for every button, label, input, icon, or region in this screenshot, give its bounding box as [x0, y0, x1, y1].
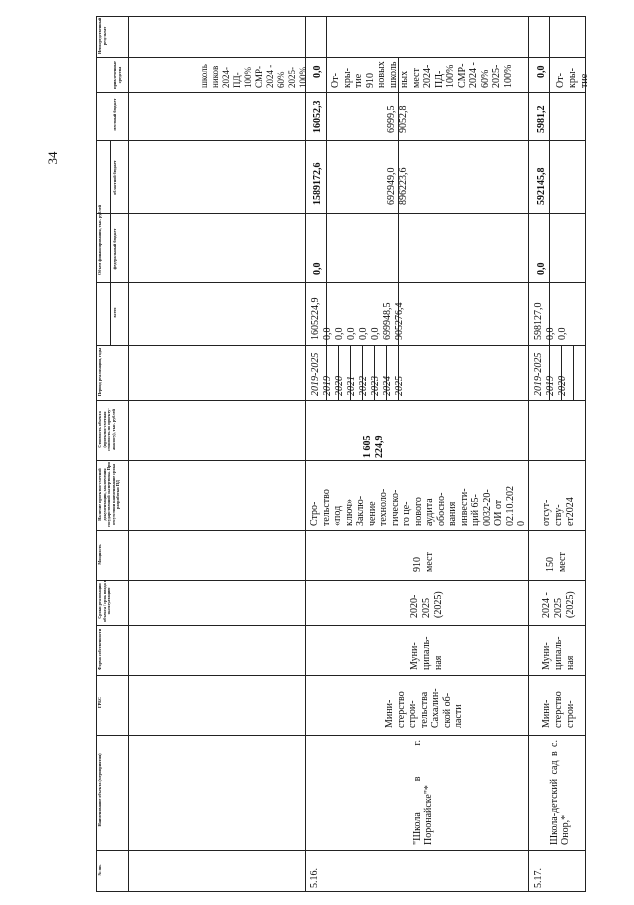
pd-line-5-16-5: чение — [366, 501, 378, 526]
deadline-line-5-16-2: (2025) — [433, 591, 444, 618]
result-line-5-15-0: школь — [199, 64, 209, 88]
result-line-5-15-8: 2025- — [287, 67, 297, 88]
capacity-line-5-16-1: мест — [424, 552, 435, 572]
result-line-5-15-6: 2024 - — [265, 64, 275, 88]
deadline-line-5-16-1: 2025 — [421, 598, 432, 618]
divider-grbs — [96, 735, 586, 736]
object-name-5-17: Школа-детский сад в с. Онор,* — [549, 740, 571, 845]
total-5-16-3: 0,0 — [346, 327, 357, 340]
pd-line-5-16-8: го це- — [401, 501, 412, 526]
result-line-5-16-6: ных — [399, 70, 410, 88]
pd-line-5-16-11: обосно- — [435, 492, 447, 526]
financing-table — [96, 16, 586, 892]
object-name-5-16: "Школа в г. Поронайске"* — [412, 740, 434, 845]
page-number: 34 — [45, 151, 60, 165]
local-total-5-17: 5981,2 — [536, 105, 547, 133]
ownership-line-5-16-2: ная — [433, 655, 444, 670]
header-local: местный бюджет — [112, 98, 117, 131]
local-value-5-16-2: 9052,8 — [398, 105, 409, 133]
grbs-line-5-16-0: Мини- — [384, 699, 395, 728]
pd-line-5-17-1: ству- — [553, 504, 564, 526]
regional-value-5-16-0: 1589172,6 — [312, 162, 323, 205]
header-capacity: Мощность — [97, 544, 102, 565]
pd-line-5-16-13: инвести- — [458, 488, 470, 526]
pd-line-5-16-10: аудита — [424, 498, 435, 526]
pd-line-5-16-18: 0 — [516, 521, 527, 526]
result-line-5-15-4: 100% — [243, 67, 253, 88]
total-5-16-1: 0,0 — [322, 327, 333, 340]
grbs-line-5-17-2: строи- — [565, 700, 576, 728]
period-5-16-4: 2022 — [358, 376, 369, 396]
divider-capacity — [96, 580, 586, 581]
grbs-line-5-17-1: стерство — [553, 691, 564, 728]
result-line-5-16-3: 910 — [364, 73, 376, 88]
result-line-5-16-12: 2024 - — [468, 62, 479, 88]
funding-subheader-edge — [110, 140, 111, 345]
result-line-5-15-3: ПД- — [232, 72, 242, 88]
result-line-5-16-9: ПД- — [433, 70, 445, 88]
total-5-17-2: 0,0 — [557, 327, 568, 340]
pd-line-5-16-7: гическо- — [389, 489, 401, 526]
row-5-17-totals-edge — [549, 16, 550, 400]
pd-line-5-16-15: 0032-20- — [481, 489, 493, 526]
result-line-5-16-2: тие — [353, 73, 364, 88]
cost-line-5-16-1: 224,9 — [374, 435, 385, 458]
period-5-17-0: 2019-2025 — [533, 352, 544, 396]
total-5-17-1: 0,0 — [545, 327, 556, 340]
other-total-5-17: 0,0 — [536, 65, 547, 78]
header-period: Период реализации, годы — [97, 347, 102, 397]
pd-line-5-16-16: ОИ от — [493, 499, 504, 526]
ownership-line-5-17-1: ципаль- — [553, 636, 564, 670]
ownership-line-5-16-0: Муни- — [409, 642, 420, 670]
result-line-5-17-0: От- — [555, 73, 566, 88]
local-value-5-16-1: 6999,5 — [386, 105, 397, 133]
total-5-17-0: 598127,0 — [533, 302, 544, 340]
header-row-edge — [128, 16, 129, 892]
divider-pd — [96, 530, 586, 531]
capacity-line-5-16-0: 910 — [412, 557, 423, 572]
row-num-5-16: 5.16. — [309, 868, 320, 888]
regional-value-5-16-1: 692949,0 — [386, 167, 397, 205]
period-5-16-2: 2020 — [334, 376, 345, 396]
header-num: № пп. — [97, 864, 102, 876]
result-line-5-15-2: 2024- — [221, 67, 231, 88]
period-5-17-1: 2019 — [545, 376, 556, 396]
grbs-line-5-16-1: стерство — [395, 691, 407, 728]
period-5-16-5: 2023 — [370, 376, 381, 396]
period-5-17-2: 2020 — [557, 376, 568, 396]
grbs-line-5-17-0: Мини- — [541, 699, 552, 728]
header-funding: Объем финансирования, тыс. рублей — [97, 205, 102, 276]
divider-period — [96, 400, 586, 401]
grbs-line-5-16-4: Сахалин- — [430, 688, 441, 728]
total-5-16-4: 0,0 — [358, 327, 369, 340]
divider-ownership — [96, 675, 586, 676]
result-line-5-16-5: школь — [387, 61, 399, 88]
pd-line-5-16-9: нового — [412, 497, 424, 526]
ownership-line-5-16-1: ципаль- — [421, 636, 432, 670]
divider-deadline — [96, 625, 586, 626]
period-5-16-6: 2024 — [382, 376, 393, 396]
regional-total-5-17: 592145,8 — [536, 167, 547, 205]
header-ownership: Форма собственности — [97, 628, 102, 671]
pd-line-5-16-6: техноло- — [378, 488, 389, 526]
row-totals-edge — [326, 16, 327, 400]
result-line-5-15-5: СМР- — [254, 65, 264, 88]
capacity-line-5-17-0: 150 — [545, 557, 556, 572]
deadline-line-5-16-0: 2020- — [409, 594, 420, 618]
header-federal: федеральный бюджет — [112, 228, 117, 270]
grbs-line-5-16-3: тельства — [418, 691, 430, 728]
result-line-5-16-0: От- — [330, 73, 341, 88]
header-name: Наименование объекта (мероприятия) — [97, 753, 102, 827]
pd-line-5-16-2: «под — [332, 505, 343, 526]
pd-line-5-17-2: ет2024 — [565, 497, 576, 526]
pd-line-5-16-3: ключ» — [343, 499, 355, 526]
row-num-5-17: 5.17. — [533, 868, 544, 888]
deadline-line-5-17-2: (2025) — [565, 591, 576, 618]
pd-line-5-17-0: отсут- — [541, 499, 552, 526]
other-total-5-16: 0,0 — [312, 65, 323, 78]
period-5-16-0: 2019-2025 — [310, 352, 321, 396]
divider-total — [96, 345, 586, 346]
local-value-5-16-0: 16052,3 — [312, 100, 323, 133]
row-boundary-5-15 — [305, 16, 306, 892]
result-line-5-16-15: 100% — [502, 64, 514, 88]
pd-line-5-16-14: ций 65- — [470, 494, 481, 526]
result-line-5-16-10: 100% — [445, 64, 456, 88]
total-5-16-2: 0,0 — [334, 327, 345, 340]
federal-total-5-16: 0,0 — [312, 262, 323, 275]
result-line-5-16-1: кры- — [341, 68, 353, 88]
pd-line-5-16-1: тельство — [320, 489, 332, 526]
divider-other — [96, 140, 586, 141]
result-line-5-15-9: 100% — [298, 67, 308, 88]
federal-total-5-17: 0,0 — [536, 262, 547, 275]
pd-line-5-16-12: вания — [447, 501, 458, 526]
deadline-line-5-17-0: 2024 - — [541, 592, 552, 618]
result-line-5-16-8: 2024- — [422, 64, 433, 88]
total-5-16-7: 905276,4 — [394, 302, 405, 340]
grbs-line-5-16-6: ласти — [453, 704, 464, 728]
header-cost: Стоимость объекта (проектно-сметная стоимость по проекту-аналогу), тыс. рублей — [97, 408, 116, 451]
result-line-5-16-13: 60% — [479, 69, 491, 88]
grbs-line-5-16-2: строи- — [407, 700, 418, 728]
divider-regional — [96, 282, 586, 283]
divider-cost — [96, 460, 586, 461]
result-line-5-15-7: 60% — [276, 71, 286, 88]
header-other: привлеченные средства — [112, 61, 122, 89]
divider-name — [96, 850, 586, 851]
period-5-16-7: 2025 — [394, 376, 405, 396]
regional-value-5-16-2: 896223,6 — [398, 167, 409, 205]
capacity-line-5-17-1: мест — [557, 552, 568, 572]
header-deadline: Сроки реализации объекта / срок ввода в эксплуатацию — [97, 580, 112, 622]
divider-result — [96, 92, 586, 93]
header-total: всего — [112, 307, 117, 318]
period-5-16-3: 2021 — [346, 376, 357, 396]
divider-result-top — [96, 57, 586, 58]
row-boundary-5-17 — [528, 16, 529, 892]
divider-local — [96, 213, 586, 214]
header-pd: Наличие проектно-сметной документации, заключения государственной экспертизы. При отсутствии наименование срока разработки ПД — [97, 462, 121, 527]
pd-line-5-16-17: 02.10.202 — [504, 486, 516, 526]
total-5-16-0: 1605224,9 — [310, 297, 321, 340]
ownership-line-5-17-2: ная — [565, 655, 576, 670]
header-regional: областной бюджет — [112, 160, 117, 195]
result-line-5-16-14: 2025- — [491, 64, 502, 88]
pd-line-5-16-4: Заклю- — [355, 495, 366, 526]
header-result: Непосредственный результат — [97, 17, 107, 54]
deadline-line-5-17-1: 2025 — [553, 598, 564, 618]
period-5-16-1: 2019 — [322, 376, 333, 396]
result-line-5-16-4: новых — [376, 61, 387, 88]
header-grbs: ГРБС — [97, 697, 102, 708]
ownership-line-5-17-0: Муни- — [541, 642, 552, 670]
result-line-5-16-11: СМР- — [456, 63, 468, 88]
pd-line-5-16-0: Стро- — [309, 501, 320, 526]
cost-line-5-16-0: 1 605 — [362, 435, 373, 458]
total-5-16-6: 699948,5 — [382, 302, 393, 340]
grbs-line-5-16-5: ской об- — [441, 692, 453, 728]
result-line-5-16-7: мест — [410, 68, 422, 88]
result-line-5-15-1: ников — [210, 65, 220, 88]
result-line-5-17-1: кры- — [567, 68, 578, 88]
result-line-5-17-2: тие — [579, 73, 590, 88]
total-5-16-5: 0,0 — [370, 327, 381, 340]
